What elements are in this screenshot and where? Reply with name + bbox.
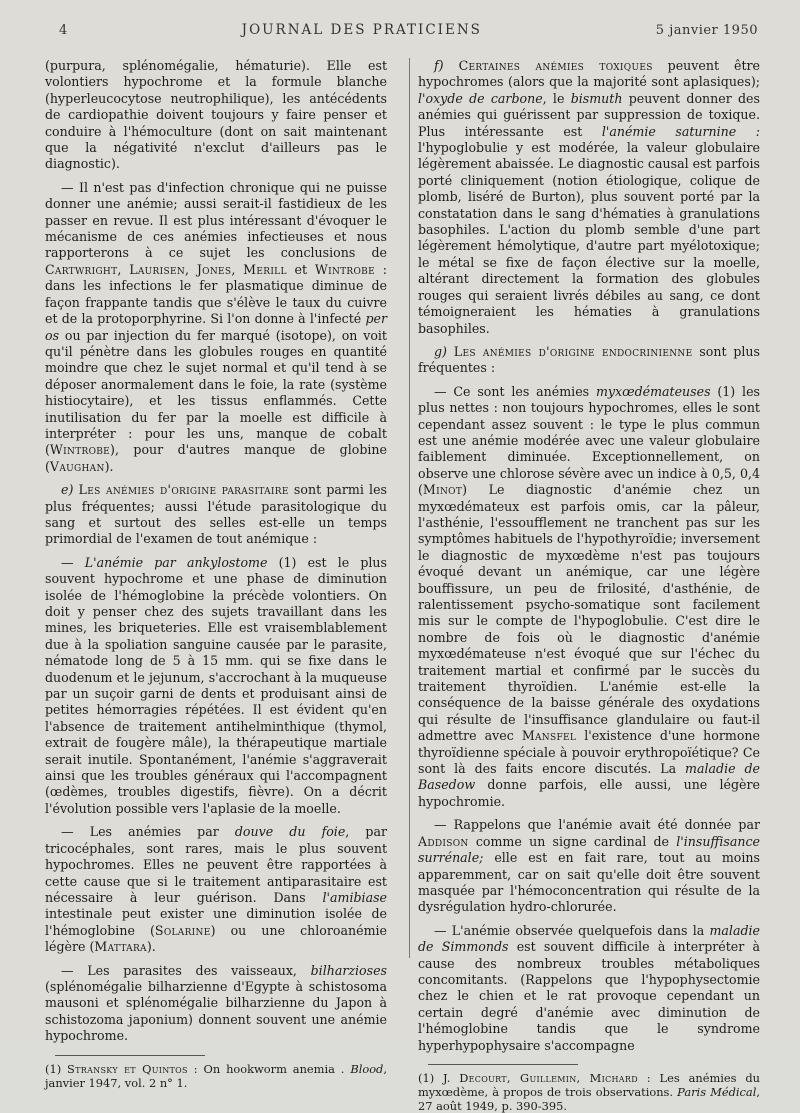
paragraph: — L'anémie observée quelquefois dans la maladie de Simmonds est souvent difficile à interpréter à cause des nombreux troubles métaboliques concomitants. (Rappelons que l'hypophysectomie chez le chien et le rat provoque cependant un certain degré d'anémie avec diminution de l'hémoglobine tandis que le syndrome hyperhypophysaire s'accompagne <box>418 922 760 1053</box>
column-divider <box>409 58 410 958</box>
author-name: Wintrobe <box>49 442 111 458</box>
section-title: Certaines anémies toxiques <box>458 58 653 73</box>
author-name: Mansfel <box>521 728 577 744</box>
paragraph: — Rappelons que l'anémie avait été donnée par Addison comme un signe cardinal de l'insuffisance surrénale; elle est en fait rare, tout au moins apparemment, car on sait qu'elle doit être souvent masquée par l'hémoconcentration qui résulte de la dysrégulation hydro-chlorurée. <box>418 817 760 915</box>
paragraph: — Il n'est pas d'infection chronique qui ne puisse donner une anémie; aussi serait-il fastidieux de les passer en revue. Il est plus intéressant d'évoquer le mécanisme de ces anémies infectieuses et nous rapporterons à ce sujet les conclusions de Cartwright, Laurisen, Jones, Merill et Wintrobe : dans les infections le fer plasmatique diminue de façon frappante tandis que s'élève le taux du cuivre et de la protoporphyrine. Si l'on donne à l'infecté per os ou par injection du fer marqué (isotope), on voit qu'il pénètre dans les globules rouges en quantité moindre que chez le sujet normal et qu'il tend à se déposer anormalement dans le foie, la rate (système histiocytaire), et les tissus enflammés. Cette inutilisation du fer par la moelle est difficile à interpréter : pour les uns, manque de cobalt (Wintrobe), pour d'autres manque de globine (Vaughan). <box>45 179 388 474</box>
paragraph: — L'anémie par ankylostome (1) est le plus souvent hypochrome et une phase de diminution isolée de l'hémoglobine la précède volontiers. On doit y penser chez des sujets travaillant dans les mines, les briqueteries. Elle est vraisemblablement due à la spoliation sanguine causée par le parasite, nématode long de 5 à 15 mm. qui se fixe dans le duodenum et le jejunum, s'accrochant à la muqueuse par un suçoir garni de dents et produisant ainsi de petites hémorragies répétées. Il est évident qu'en l'absence de traitement antihelminthique (thymol, extrait de fougère mâle), la thérapeutique martiale serait inutile. Spontanément, l'anémie s'aggraverait ainsi que les troubles généraux qui l'accompagnent (œdèmes, troubles digestifs, fièvre). On a décrit l'évolution possible vers l'aplasie de la moelle. <box>45 554 387 816</box>
page-header <box>45 22 760 48</box>
paragraph: — Les parasites des vaisseaux, bilharzioses (splénomégalie bilharzienne d'Egypte à schistosoma mausoni et splénomégalie bilharzienne du Japon à schistozoma japonium) donnent souvent une anémie hypochrome. <box>45 962 387 1044</box>
footnote: (1) J. Decourt, Guillemin, Michard : Les anémies du myxœdème, à propos de trois observations. Paris Médical, 27 août 1949, p. 390-395. <box>418 1070 760 1113</box>
paragraph: — Les anémies par douve du foie, par tricocéphales, sont rares, mais le plus souvent hypochromes. Elles ne peuvent être rapportées à cette cause que si le traitement antiparasitaire est nécessaire à leur guérison. Dans l'amibiase intestinale peut exister une diminution isolée de l'hémoglobine (Solarine) ou une chloroanémie légère (Mattara). <box>45 824 387 955</box>
author-name: Mattara <box>94 939 147 955</box>
paragraph: (purpura, splénomégalie, hématurie). Elle est volontiers hypochrome et la formule blanche (hyperleucocytose neutrophilique), les antécédents de cardiopathie doivent toujours y faire penser et conduire à l'hémoculture (dont on sait maintenant que la négativité n'exclut d'ailleurs pas le diagnostic). <box>45 58 387 172</box>
footnote: (1) Stransky et Quintos : On hookworm anemia . Blood, janvier 1947, vol. 2 n° 1. <box>45 1061 387 1090</box>
page-number: 4 <box>59 23 68 38</box>
author-name: Merill <box>243 261 287 277</box>
author-name: Vaughan <box>49 458 105 474</box>
journal-title: JOURNAL DES PRATICIENS <box>241 22 482 38</box>
left-column <box>45 58 387 1113</box>
section-title: Les anémies d'origine parasitaire <box>78 482 289 498</box>
footnote-rule <box>55 1055 205 1056</box>
section-f: f) Certaines anémies toxiques peuvent être hypochromes (alors que la majorité sont aplasiques); l'oxyde de carbone, le bismuth peuvent donner des anémies qui guérissent par suppression de toxique. Plus intéressante est l'anémie saturnine : l'hypoglobulie y est modérée, la valeur globulaire légèrement abaissée. Le diagnostic causal est parfois porté cliniquement (notion étiologique, colique de plomb, liséré de Burton), plus souvent porté par la constatation dans le sang d'hématies à granulations basophiles. L'action du plomb semble d'une part légèrement hémolytique, d'autre part myélotoxique; le métal se fixe de façon élective sur la moelle, altérant directement la formation des globules rouges qui seraient livrés débiles au sang, ce dont témoigneraient les hématies à granulations basophiles. <box>418 58 760 336</box>
paragraph: — Ce sont les anémies myxœdémateuses (1) les plus nettes : non toujours hypochromes, elles le sont cependant assez souvent : le type le plus commun est une anémie modérée avec une valeur globulaire faiblement diminuée. Exceptionnellement, on observe une chlorose sévère avec un indice à 0,5, 0,4 (Minot) Le diagnostic d'anémie chez un myxœdémateux est parfois omis, car la pâleur, l'asthénie, l'essoufflement ne tranchent pas sur les symptômes habituels de l'hypothyroïdie; inversement le diagnostic de myxœdème n'est pas toujours évoqué devant un anémique, car une légère bouffissure, un peu de frilosité, d'asthénie, de ralentissement psycho-somatique sont facilement mis sur le compte de l'hypoglobulie. C'est dire le nombre de fois où le diagnostic d'anémie myxœdémateuse n'est évoqué que sur l'échec du traitement martial et confirmé par le succès du traitement thyroïdien. L'anémie est-elle la conséquence de la baisse générale des oxydations qui résulte de l'insuffisance glandulaire ou faut-il admettre avec Mansfel l'existence d'une hormone thyroïdienne spéciale à pouvoir erythropoïétique? Ce sont là des faits encore discutés. La maladie de Basedow donne parfois, elle aussi, une légère hypochromie. <box>418 383 760 809</box>
columns <box>45 58 760 1113</box>
author-name: Solarine <box>154 922 211 938</box>
issue-date: 5 janvier 1950 <box>655 23 758 38</box>
right-column <box>418 58 760 1113</box>
author-name: Cartwright <box>45 261 118 277</box>
section-g: g) Les anémies d'origine endocrinienne sont plus fréquentes : <box>418 343 760 376</box>
footnote-rule <box>428 1064 578 1065</box>
author-name: Wintrobe <box>314 261 375 277</box>
author-name: Minot <box>422 482 463 498</box>
section-title: Les anémies d'origine endocrinienne <box>453 343 693 359</box>
author-name: Laurisen <box>129 261 185 277</box>
author-name: Jones <box>196 261 232 277</box>
section-e: e) Les anémies d'origine parasitaire sont parmi les plus fréquentes; aussi l'étude parasitologique du sang et surtout des selles est-elle un temps primordial de l'examen de tout anémique : <box>45 482 387 547</box>
author-name: Addison <box>418 833 469 849</box>
